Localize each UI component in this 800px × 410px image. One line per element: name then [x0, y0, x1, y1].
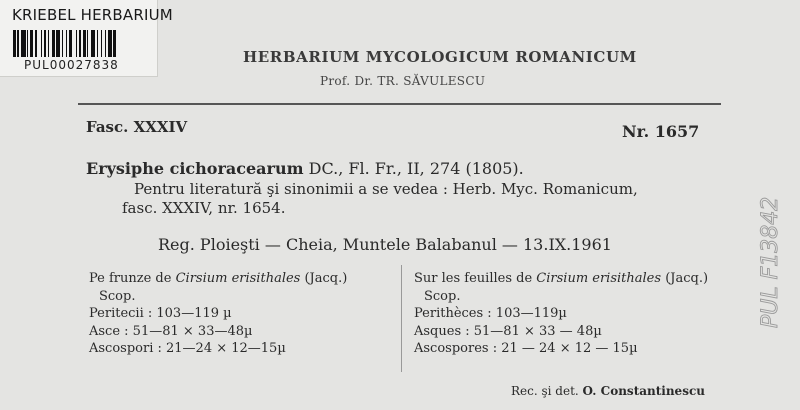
host-line: [414, 270, 708, 288]
host-author: (Jacq.): [665, 271, 709, 286]
french-description: [414, 270, 708, 358]
literature-line-2: fasc. XXXIV, nr. 1654.: [122, 199, 286, 217]
romanian-description: [89, 270, 347, 358]
host-author: (Jacq.): [304, 271, 348, 286]
specimen-number: Nr. 1657: [622, 122, 700, 141]
locality: Reg. Ploieşti — Cheia, Muntele Balabanul — 13.IX.1961: [158, 235, 612, 254]
header-rule: [78, 103, 721, 105]
perithecia-line: Perithèces : 103—119µ: [414, 306, 567, 321]
perithecia-line: Peritecii : 103—119 µ: [89, 306, 232, 321]
host-author-2: Scop.: [424, 288, 461, 304]
herbarium-label-title: KRIEBEL HERBARIUM: [12, 6, 173, 24]
literature-line-1: Pentru literatură şi sinonimii a se vedea : Herb. Myc. Romanicum,: [134, 180, 638, 198]
host-prefix: Sur les feuilles de: [414, 271, 533, 286]
herbarium-title: HERBARIUM MYCOLOGICUM ROMANICUM: [243, 48, 637, 66]
species-citation: DC., Fl. Fr., II, 274 (1805).: [308, 159, 524, 178]
host-species: Cirsium erisithales: [175, 271, 301, 286]
ascospores-line: Ascospori : 21—24 × 12—15µ: [89, 341, 286, 356]
herbarium-prof: Prof. Dr. TR. SĂVULESCU: [320, 74, 486, 88]
determined-prefix: Rec. şi det.: [511, 384, 579, 398]
asci-line: Asques : 51—81 × 33 — 48µ: [414, 323, 602, 339]
determiner-name: O. Constantinescu: [582, 384, 705, 398]
asci-line: Asce : 51—81 × 33—48µ: [89, 323, 253, 339]
species-name: Erysiphe cichoracearum: [86, 159, 304, 178]
host-line: [89, 270, 347, 288]
determined-by: [511, 384, 705, 398]
host-species: Cirsium erisithales: [536, 271, 662, 286]
handwritten-text: PUL F13842: [758, 196, 783, 328]
barcode-number: PUL00027838: [24, 58, 119, 72]
column-divider: [401, 265, 402, 372]
species-line: [86, 159, 524, 178]
host-author-2: Scop.: [99, 288, 136, 304]
fascicle-number: Fasc. XXXIV: [86, 118, 188, 136]
ascospores-line: Ascospores : 21 — 24 × 12 — 15µ: [414, 341, 638, 356]
handwritten-accession-note: [745, 160, 795, 330]
barcode-image: [13, 30, 145, 57]
host-prefix: Pe frunze de: [89, 271, 172, 286]
